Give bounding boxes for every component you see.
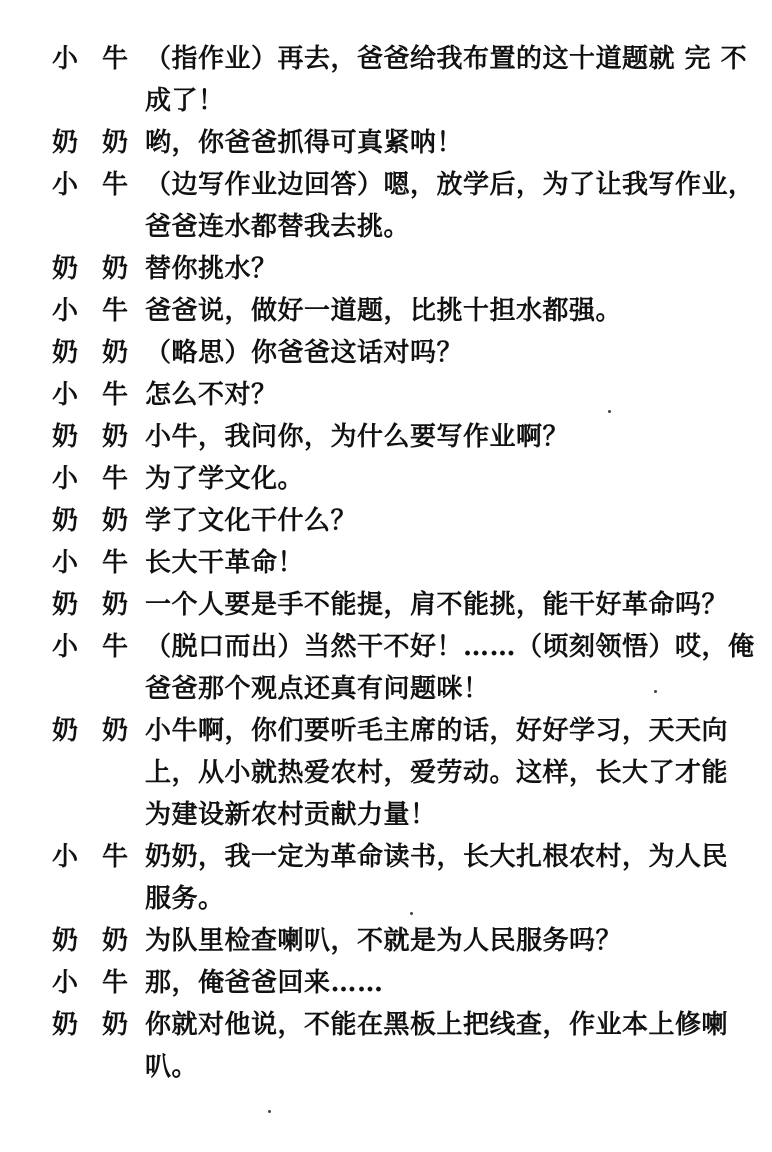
dialogue-line [40, 164, 755, 206]
dialogue-text: 成了！ [145, 86, 225, 116]
dialogue-line [40, 332, 740, 374]
dialogue-line [40, 290, 740, 332]
speaker-char: 奶 [101, 338, 128, 368]
dialogue-line [40, 710, 740, 752]
dialogue-text: 一个人要是手不能提，肩不能挑，能干好革命吗？ [145, 590, 729, 620]
speaker-name [40, 206, 140, 248]
speaker-char: 奶 [101, 716, 128, 746]
dialogue-line [40, 668, 740, 710]
dialogue-line [40, 416, 740, 458]
dialogue-line [40, 80, 740, 122]
speaker-char: 奶 [51, 506, 78, 536]
speaker-name [40, 668, 140, 710]
dialogue-text: 爸爸连水都替我去挑。 [145, 212, 411, 242]
speaker-char: 奶 [51, 590, 78, 620]
speaker-char: 牛 [101, 296, 128, 326]
dialogue-line [40, 962, 740, 1004]
speaker-name [40, 122, 140, 164]
speaker-char: 奶 [51, 716, 78, 746]
dialogue-text: （脱口而出）当然干不好！……（顷刻领悟）哎，俺 [145, 632, 755, 662]
dialogue-line [40, 500, 740, 542]
dialogue-line [40, 1046, 740, 1088]
dialogue-text: 长大干革命！ [145, 548, 305, 578]
dialogue-line [40, 878, 740, 920]
speaker-char: 奶 [51, 254, 78, 284]
speaker-name [40, 290, 140, 332]
speaker-name [40, 1046, 140, 1088]
speaker-char: 牛 [101, 380, 128, 410]
speaker-name [40, 542, 140, 584]
dialogue-text: 服务。 [145, 884, 225, 914]
speaker-char: 小 [51, 44, 78, 74]
speaker-char: 小 [51, 842, 78, 872]
speaker-name [40, 878, 140, 920]
speaker-name [40, 794, 140, 836]
speaker-char: 牛 [101, 44, 128, 74]
speaker-char: 小 [51, 632, 78, 662]
dialogue-line [40, 38, 748, 80]
speaker-char: 小 [51, 380, 78, 410]
dialogue-text: 叭。 [145, 1052, 199, 1082]
scan-speck [410, 912, 413, 915]
speaker-name [40, 920, 140, 962]
speaker-char: 奶 [101, 1010, 128, 1040]
speaker-name [40, 626, 140, 668]
dialogue-line [40, 626, 755, 668]
dialogue-text: 你就对他说，不能在黑板上把线查，作业本上修喇 [145, 1010, 729, 1040]
dialogue-text: 爸爸说，做好一道题，比挑十担水都强。 [145, 296, 623, 326]
dialogue-line [40, 794, 740, 836]
dialogue-line [40, 920, 740, 962]
dialogue-line [40, 836, 740, 878]
dialogue-line [40, 206, 740, 248]
speaker-char: 奶 [101, 254, 128, 284]
speaker-char: 小 [51, 464, 78, 494]
dialogue-list [40, 38, 755, 1088]
speaker-name [40, 1004, 140, 1046]
speaker-char: 牛 [101, 968, 128, 998]
speaker-char: 奶 [51, 422, 78, 452]
speaker-name [40, 584, 140, 626]
dialogue-text: （边写作业边回答）嗯，放学后，为了让我写作业， [145, 170, 755, 200]
scan-speck [268, 1110, 271, 1113]
dialogue-line [40, 752, 740, 794]
dialogue-line [40, 374, 740, 416]
dialogue-text: （指作业）再去，爸爸给我布置的这十道题就 完 不 [145, 44, 748, 74]
speaker-char: 小 [51, 548, 78, 578]
dialogue-line [40, 458, 740, 500]
dialogue-text: 替你挑水？ [145, 254, 278, 284]
dialogue-text: 学了文化干什么？ [145, 506, 358, 536]
dialogue-text: 奶奶，我一定为革命读书，长大扎根农村，为人民 [145, 842, 729, 872]
speaker-char: 奶 [101, 506, 128, 536]
speaker-name [40, 500, 140, 542]
speaker-char: 小 [51, 296, 78, 326]
speaker-char: 奶 [101, 422, 128, 452]
speaker-char: 牛 [101, 170, 128, 200]
speaker-char: 牛 [101, 464, 128, 494]
speaker-char: 奶 [51, 1010, 78, 1040]
speaker-char: 奶 [101, 926, 128, 956]
speaker-char: 奶 [51, 338, 78, 368]
speaker-name [40, 332, 140, 374]
dialogue-text: 为队里检查喇叭，不就是为人民服务吗？ [145, 926, 623, 956]
scan-speck [654, 690, 657, 693]
scan-speck [608, 410, 611, 413]
speaker-char: 奶 [51, 128, 78, 158]
dialogue-text: 小牛，我问你，为什么要写作业啊？ [145, 422, 570, 452]
speaker-name [40, 374, 140, 416]
speaker-char: 牛 [101, 548, 128, 578]
speaker-char: 奶 [101, 128, 128, 158]
speaker-name [40, 710, 140, 752]
speaker-char: 小 [51, 968, 78, 998]
speaker-name [40, 38, 140, 80]
dialogue-line [40, 122, 740, 164]
speaker-name [40, 416, 140, 458]
speaker-name [40, 248, 140, 290]
dialogue-line [40, 542, 740, 584]
dialogue-text: 那，俺爸爸回来…… [145, 968, 384, 998]
dialogue-text: 为了学文化。 [145, 464, 305, 494]
speaker-name [40, 164, 140, 206]
dialogue-text: 爸爸那个观点还真有问题咪！ [145, 674, 490, 704]
speaker-name [40, 752, 140, 794]
speaker-name [40, 962, 140, 1004]
speaker-name [40, 80, 140, 122]
speaker-name [40, 458, 140, 500]
speaker-char: 牛 [101, 632, 128, 662]
dialogue-line [40, 584, 740, 626]
dialogue-text: （略思）你爸爸这话对吗？ [145, 338, 464, 368]
speaker-char: 奶 [51, 926, 78, 956]
dialogue-text: 小牛啊，你们要听毛主席的话，好好学习，天天向 [145, 716, 729, 746]
dialogue-text: 上，从小就热爱农村，爱劳动。这样，长大了才能 [145, 758, 729, 788]
speaker-char: 小 [51, 170, 78, 200]
speaker-name [40, 836, 140, 878]
speaker-char: 奶 [101, 590, 128, 620]
dialogue-line [40, 248, 740, 290]
speaker-char: 牛 [101, 842, 128, 872]
dialogue-text: 哟，你爸爸抓得可真紧呐！ [145, 128, 464, 158]
dialogue-line [40, 1004, 740, 1046]
dialogue-text: 为建设新农村贡献力量！ [145, 800, 437, 830]
dialogue-text: 怎么不对？ [145, 380, 278, 410]
